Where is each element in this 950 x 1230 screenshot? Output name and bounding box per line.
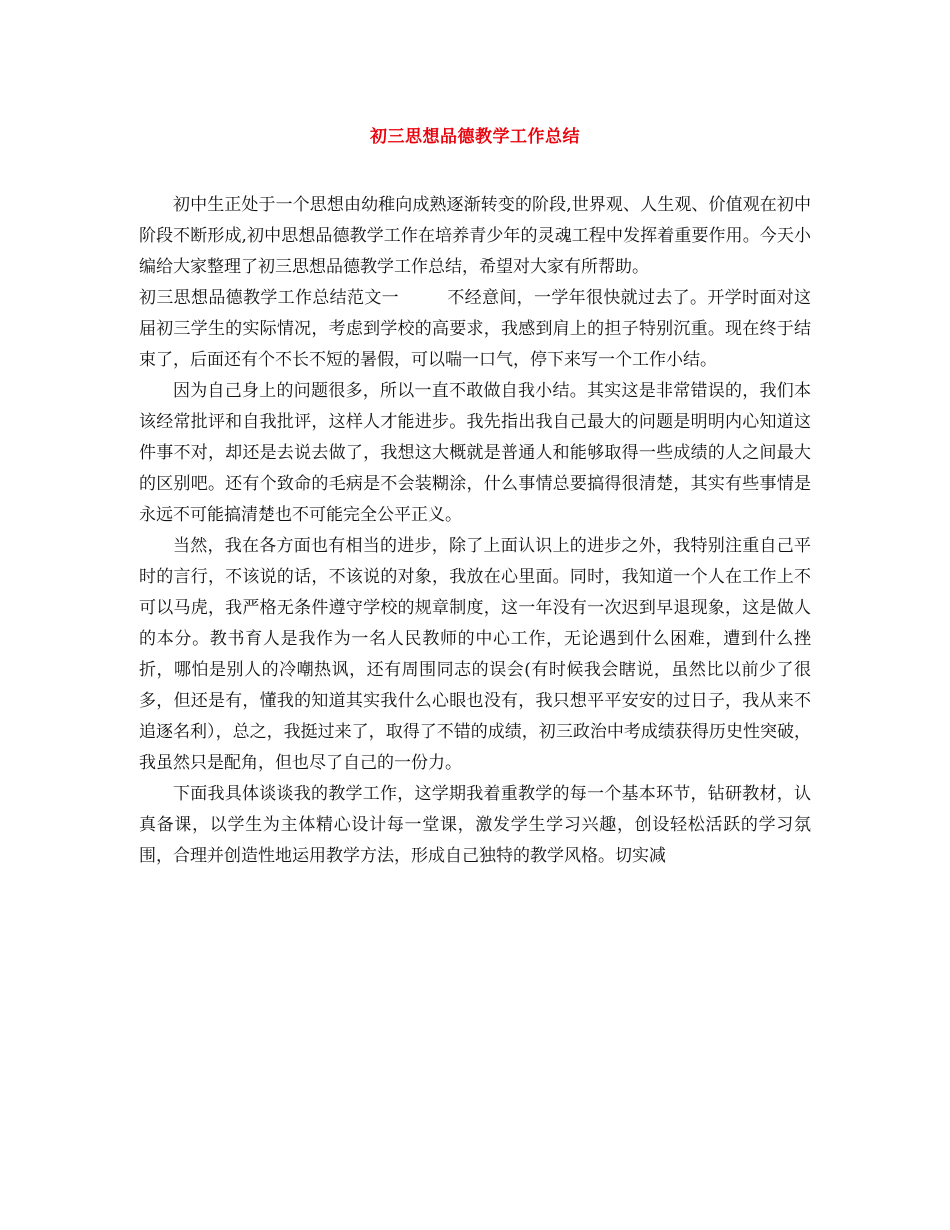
body-paragraph-3: 下面我具体谈谈我的教学工作，这学期我着重教学的每一个基本环节，钻研教材，认真备课，以学生为主体精心设计每一堂课，激发学生学习兴趣，创设轻松活跃的学习氛围，合理并创造性地运用教学方法，形成自己独特的教学风格。切实减 [139, 784, 811, 866]
section-heading: 初三思想品德教学工作总结范文一 [139, 288, 399, 308]
section-paragraph [139, 283, 811, 376]
body-paragraph-2: 当然，我在各方面也有相当的进步，除了上面认识上的进步之外，我特别注重自己平时的言行，不该说的话，不该说的对象，我放在心里面。同时，我知道一个人在工作上不可以马虎，我严格无条件遵守学校的规章制度，这一年没有一次迟到早退现象，这是做人的本分。教书育人是我作为一名人民教师的中心工作，无论遇到什么困难，遭到什么挫折，哪怕是别人的冷嘲热讽，还有周围同志的误会(有时候我会瞎说，虽然比以前少了很多，但还是有，懂我的知道其实我什么心眼也没有，我只想平平安安的过日子，我从来不追逐名利），总之，我挺过来了，取得了不错的成绩，初三政治中考成绩获得历史性突破，我虽然只是配角，但也尽了自己的一份力。 [139, 536, 811, 773]
body-paragraph-1: 因为自己身上的问题很多，所以一直不敢做自我小结。其实这是非常错误的，我们本该经常批评和自我批评，这样人才能进步。我先指出我自己最大的问题是明明内心知道这件事不对，却还是去说去做了，我想这大概就是普通人和能够取得一些成绩的人之间最大的区别吧。还有个致命的毛病是不会装糊涂，什么事情总要搞得很清楚，其实有些事情是永远不可能搞清楚也不可能完全公平正义。 [139, 381, 811, 525]
intro-paragraph: 初中生正处于一个思想由幼稚向成熟逐渐转变的阶段,世界观、人生观、价值观在初中阶段不断形成,初中思想品德教学工作在培养青少年的灵魂工程中发挥着重要作用。今天小编给大家整理了初三思想品德教学工作总结，希望对大家有所帮助。 [139, 195, 811, 277]
section-first-text: 不经意间，一学年很快就过去了。开学时面对这届初三学生的实际情况，考虑到学校的高要求，我感到肩上的担子特别沉重。现在终于结束了，后面还有个不长不短的暑假，可以喘一口气，停下来写一个工作小结。 [139, 288, 811, 370]
document-body [139, 190, 811, 872]
document-title: 初三思想品德教学工作总结 [370, 127, 580, 147]
